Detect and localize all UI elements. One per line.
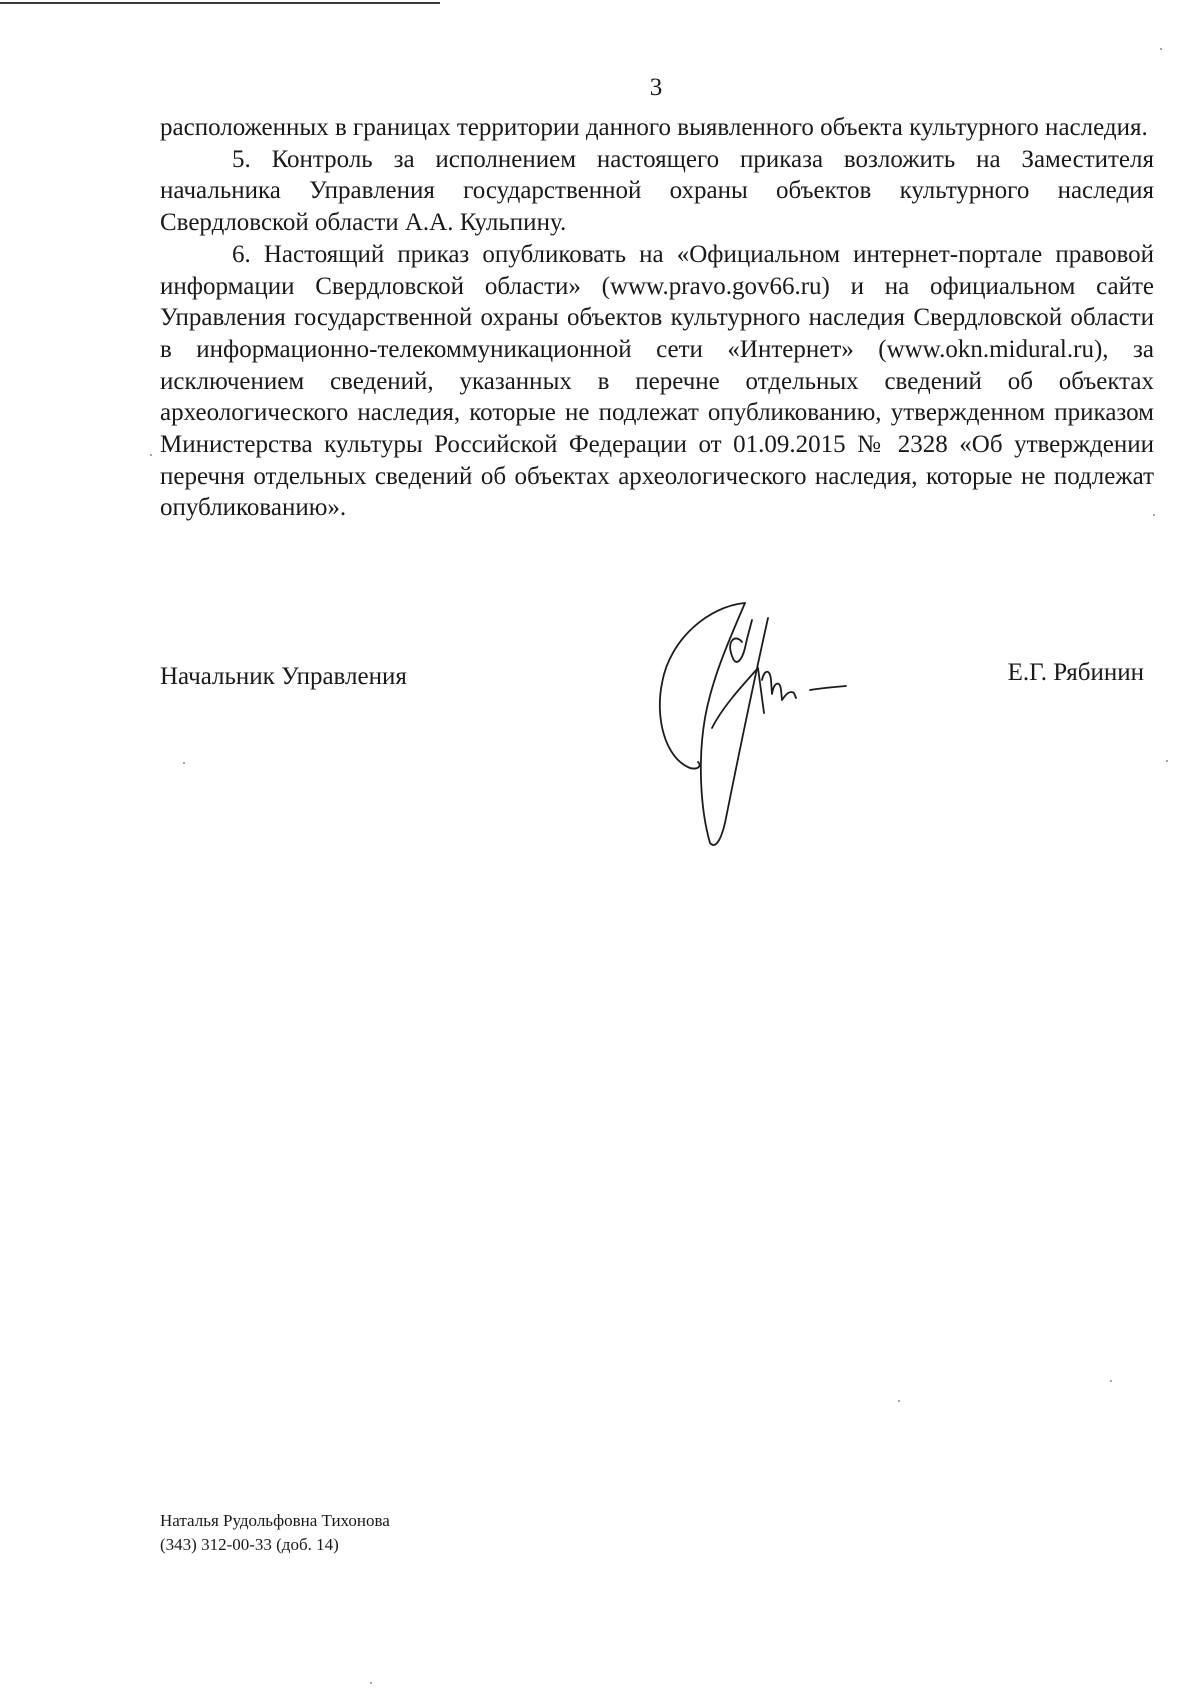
executor-name: Наталья Рудольфовна Тихонова bbox=[160, 1511, 390, 1530]
scan-speck bbox=[183, 762, 185, 764]
paragraph-5: 5. Контроль за исполнением настоящего приказа возложить на Заместителя начальника Управления государственной охраны объектов культурного наследия Свердловской области А.А. Кульпину. bbox=[160, 145, 1154, 237]
page-number: 3 bbox=[649, 74, 663, 101]
signatory-position: Начальник Управления bbox=[160, 663, 407, 690]
paragraph-continuation: расположенных в границах территории данного выявленного объекта культурного наследия. bbox=[160, 114, 1148, 141]
executor-info bbox=[160, 1509, 390, 1557]
handwritten-signature bbox=[650, 598, 865, 853]
signatory-name: Е.Г. Рябинин bbox=[1007, 659, 1144, 686]
scan-speck bbox=[1166, 760, 1168, 762]
executor-phone: (343) 312-00-33 (доб. 14) bbox=[160, 1535, 339, 1554]
scan-speck bbox=[370, 1682, 372, 1684]
scan-speck bbox=[1160, 48, 1162, 50]
scan-edge-line bbox=[0, 2, 440, 4]
scan-speck bbox=[1110, 1380, 1112, 1382]
scan-speck bbox=[1153, 514, 1155, 516]
paragraph-6: 6. Настоящий приказ опубликовать на «Официальном интернет-портале правовой информации Свердловской области» (www.pravo.gov66.ru) и на официальном сайте Управления государственной охраны объектов культурного наследия Свердловской области в информационно-телекоммуникационной сети «Интернет» (www.okn.midural.ru), за исключением сведений, указанных в перечне отдельных сведений об объектах археологического наследия, которые не подлежат опубликованию, утвержденном приказом Министерства культуры Российской Федерации от 01.09.2015 № 2328 «Об утверждении перечня отдельных сведений об объектах археологического наследия, которые не подлежат опубликованию». bbox=[160, 240, 1154, 522]
document-body bbox=[160, 112, 1154, 524]
scan-speck bbox=[898, 1400, 900, 1402]
scan-speck bbox=[150, 454, 152, 456]
